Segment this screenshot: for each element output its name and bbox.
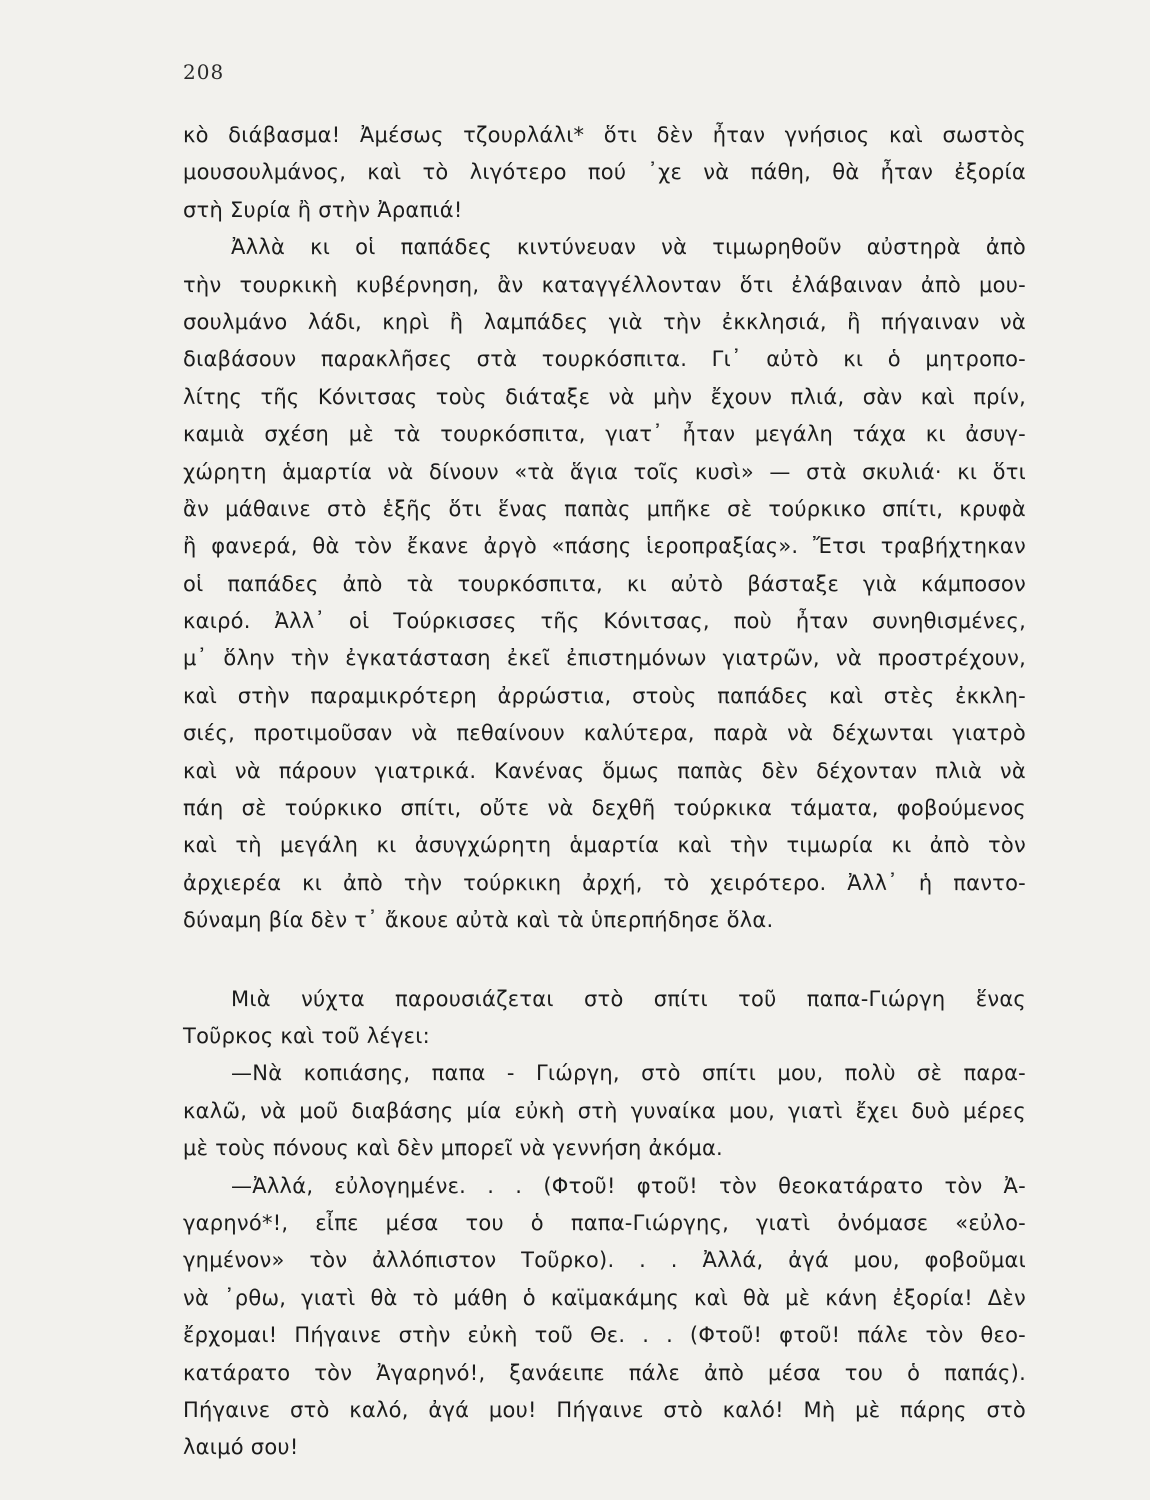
text-line: νὰ ᾿ρθω, γιατὶ θὰ τὸ μάθη ὁ καϊμακάμης καὶ θὰ μὲ κάνη ἐξορία! Δὲν bbox=[183, 1285, 1026, 1310]
text-line: δύναμη βία δὲν τ᾿ ἄκουε αὐτὰ καὶ τὰ ὑπερπήδησε ὅλα. bbox=[183, 908, 774, 933]
text-line: χώρητη ἁμαρτία νὰ δίνουν «τὰ ἅγια τοῖς κυσὶ» — στὰ σκυλιά· κι ὅτι bbox=[183, 459, 1026, 484]
text-line: ἢ φανερά, θὰ τὸν ἔκανε ἀργὸ «πάσης ἱεροπραξίας». Ἔτσι τραβήχτηκαν bbox=[183, 534, 1026, 559]
text-line: καὶ στὴν παραμικρότερη ἀρρώστια, στοὺς παπάδες καὶ στὲς ἐκκλη- bbox=[183, 683, 1026, 708]
text-line: Τοῦρκος καὶ τοῦ λέγει: bbox=[183, 1023, 430, 1048]
text-line: οἱ παπάδες ἀπὸ τὰ τουρκόσπιτα, κι αὐτὸ βάσταξε γιὰ κάμποσον bbox=[183, 571, 1026, 596]
text-line: στὴ Συρία ἢ στὴν Ἀραπιά! bbox=[183, 197, 463, 222]
section-gap bbox=[183, 940, 1026, 981]
text-line: μουσουλμάνος, καὶ τὸ λιγότερο πού ᾿χε νὰ πάθη, θὰ ἦταν ἐξορία bbox=[183, 160, 1026, 185]
text-line: Μιὰ νύχτα παρουσιάζεται στὸ σπίτι τοῦ παπα-Γιώργη ἕνας bbox=[231, 986, 1026, 1011]
text-line: Πήγαινε στὸ καλό, ἀγά μου! Πήγαινε στὸ καλό! Μὴ μὲ πάρης στὸ bbox=[183, 1397, 1026, 1422]
text-line: καλῶ, νὰ μοῦ διαβάσης μία εὐκὴ στὴ γυναίκα μου, γιατὶ ἔχει δυὸ μέρες bbox=[183, 1098, 1026, 1123]
text-line: κατάρατο τὸν Ἀγαρηνό!, ξανάειπε πάλε ἀπὸ μέσα του ὁ παπάς). bbox=[183, 1360, 1026, 1385]
paragraph-group-1 bbox=[183, 117, 1026, 940]
text-line: γαρηνό*!, εἶπε μέσα του ὁ παπα-Γιώργης, γιατὶ ὀνόμασε «εὐλο- bbox=[183, 1210, 1026, 1235]
text-line: μ᾿ ὅλην τὴν ἐγκατάσταση ἐκεῖ ἐπιστημόνων γιατρῶν, νὰ προστρέχουν, bbox=[183, 646, 1026, 671]
text-line: σουλμάνο λάδι, κηρὶ ἢ λαμπάδες γιὰ τὴν ἐκκλησιά, ἢ πήγαιναν νὰ bbox=[183, 309, 1026, 334]
text-line: λαιμό σου! bbox=[183, 1435, 299, 1460]
text-line: κὸ διάβασμα! Ἀμέσως τζουρλάλι* ὅτι δὲν ἦταν γνήσιος καὶ σωστὸς bbox=[183, 123, 1026, 147]
text-line: ἀρχιερέα κι ἀπὸ τὴν τούρκικη ἀρχή, τὸ χειρότερο. Ἀλλ᾿ ἡ παντο- bbox=[183, 870, 1026, 895]
text-line: πάη σὲ τούρκικο σπίτι, οὔτε νὰ δεχθῆ τούρκικα τάματα, φοβούμενος bbox=[183, 796, 1026, 821]
text-line: τὴν τουρκικὴ κυβέρνηση, ἂν καταγγέλλονταν ὅτι ἐλάβαιναν ἀπὸ μου- bbox=[183, 272, 1026, 297]
text-line: γημένον» τὸν ἀλλόπιστον Τοῦρκο). . . Ἀλλά, ἀγά μου, φοβοῦμαι bbox=[183, 1248, 1026, 1273]
paragraph-group-2 bbox=[183, 981, 1026, 1467]
text-line: —Νὰ κοπιάσης, παπα - Γιώργη, στὸ σπίτι μου, πολὺ σὲ παρα- bbox=[231, 1061, 1026, 1086]
text-line: καιρό. Ἀλλ᾿ οἱ Τούρκισσες τῆς Κόνιτσας, ποὺ ἦταν συνηθισμένες, bbox=[183, 609, 1026, 634]
text-line: Ἀλλὰ κι οἱ παπάδες κιντύνευαν νὰ τιμωρηθοῦν αὐστηρὰ ἀπὸ bbox=[231, 235, 1026, 260]
text-line: μὲ τοὺς πόνους καὶ δὲν μπορεῖ νὰ γεννήση ἀκόμα. bbox=[183, 1136, 723, 1161]
body-text bbox=[183, 117, 1026, 1467]
page-number: 208 bbox=[183, 60, 225, 84]
text-line: —Ἀλλά, εὐλογημένε. . . (Φτοῦ! φτοῦ! τὸν θεοκατάρατο τὸν Ἀ- bbox=[231, 1173, 1026, 1198]
text-line: ἔρχομαι! Πήγαινε στὴν εὐκὴ τοῦ Θε. . . (Φτοῦ! φτοῦ! πάλε τὸν θεο- bbox=[183, 1323, 1026, 1348]
text-line: σιές, προτιμοῦσαν νὰ πεθαίνουν καλύτερα, παρὰ νὰ δέχωνται γιατρὸ bbox=[183, 721, 1026, 746]
text-line: διαβάσουν παρακλῆσες στὰ τουρκόσπιτα. Γι᾿ αὐτὸ κι ὁ μητροπο- bbox=[183, 347, 1026, 372]
text-line: καὶ νὰ πάρουν γιατρικά. Κανένας ὅμως παπὰς δὲν δέχονταν πλιὰ νὰ bbox=[183, 758, 1026, 783]
text-line: καμιὰ σχέση μὲ τὰ τουρκόσπιτα, γιατ᾿ ἦταν μεγάλη τάχα κι ἀσυγ- bbox=[183, 422, 1026, 447]
text-line: καὶ τὴ μεγάλη κι ἀσυγχώρητη ἁμαρτία καὶ τὴν τιμωρία κι ἀπὸ τὸν bbox=[183, 833, 1026, 858]
text-line: ἂν μάθαινε στὸ ἑξῆς ὅτι ἕνας παπὰς μπῆκε σὲ τούρκικο σπίτι, κρυφὰ bbox=[183, 496, 1026, 521]
text-line: λίτης τῆς Κόνιτσας τοὺς διάταξε νὰ μὴν ἔχουν πλιά, σὰν καὶ πρίν, bbox=[183, 384, 1026, 409]
